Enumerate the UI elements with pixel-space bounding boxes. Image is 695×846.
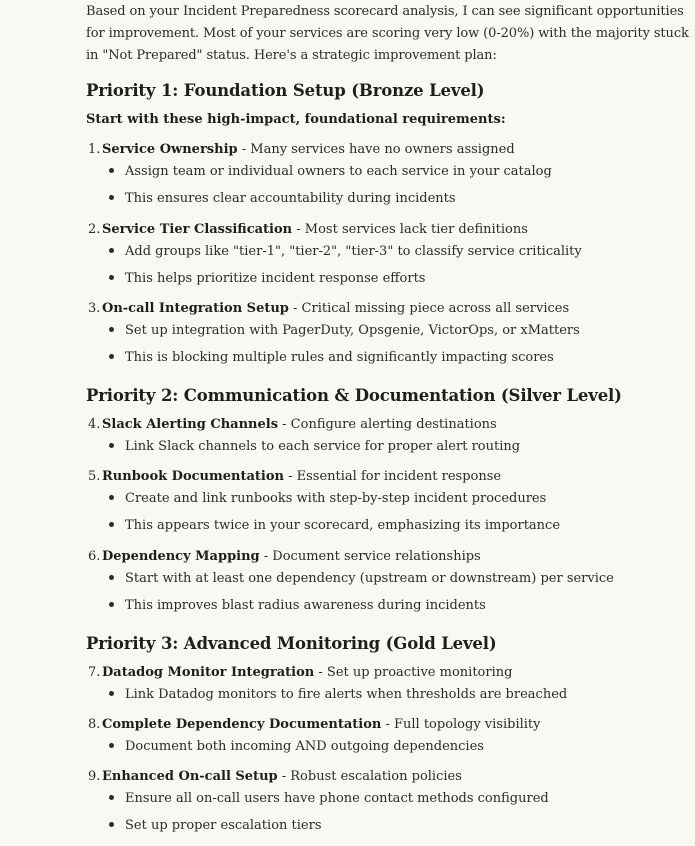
bullet-icon [109, 443, 114, 448]
item-title: Datadog Monitor Integration [102, 665, 315, 680]
item-description: - Full topology visibility [381, 717, 541, 732]
bullet-item [109, 322, 580, 340]
bullet-item [109, 243, 582, 261]
bullet-icon [109, 822, 114, 827]
item-number: 3. [88, 301, 101, 316]
bullet-icon [109, 354, 114, 359]
bullet-text: This improves blast radius awareness during incidents [125, 598, 486, 613]
list-item [88, 141, 515, 159]
list-item [88, 768, 462, 786]
bullet-text: This appears twice in your scorecard, emphasizing its importance [125, 518, 561, 533]
list-item [88, 416, 497, 434]
item-description: - Set up proactive monitoring [314, 665, 513, 680]
bullet-icon [109, 168, 114, 173]
item-description: - Configure alerting destinations [278, 417, 497, 432]
item-description: - Document service relationships [259, 549, 481, 564]
bullet-item [109, 570, 614, 588]
item-description: - Critical missing piece across all services [288, 301, 570, 316]
item-title: Service Ownership [102, 142, 238, 157]
bullet-icon [109, 327, 114, 332]
bullet-item [109, 190, 456, 208]
intro-line: Based on your Incident Preparedness scorecard analysis, I can see significant opportunities [86, 4, 684, 19]
intro-line: for improvement. Most of your services are scoring very low (0-20%) with the majority stuck [86, 26, 689, 41]
bullet-item [109, 817, 322, 835]
bullet-icon [109, 248, 114, 253]
bullet-icon [109, 195, 114, 200]
item-title: Dependency Mapping [102, 549, 260, 564]
item-title: Complete Dependency Documentation [102, 717, 382, 732]
item-title: Service Tier Classification [102, 222, 293, 237]
list-item [88, 716, 541, 734]
bullet-item [109, 349, 554, 367]
item-description: - Many services have no owners assigned [237, 142, 515, 157]
item-description: - Most services lack tier definitions [292, 222, 528, 237]
item-description: - Essential for incident response [283, 469, 502, 484]
bullet-text: This is blocking multiple rules and significantly impacting scores [125, 350, 554, 365]
bullet-text: Link Slack channels to each service for proper alert routing [125, 439, 521, 454]
bullet-item [109, 738, 484, 756]
bullet-text: Start with at least one dependency (upstream or downstream) per service [125, 571, 614, 586]
item-number: 1. [88, 142, 101, 157]
bullet-item [109, 490, 546, 508]
bullet-icon [109, 691, 114, 696]
item-number: 5. [88, 469, 101, 484]
bullet-icon [109, 275, 114, 280]
bullet-text: Assign team or individual owners to each service in your catalog [125, 164, 552, 179]
bullet-icon [109, 743, 114, 748]
bullet-item [109, 270, 425, 288]
section-heading: Priority 2: Communication & Documentation (Silver Level) [86, 386, 622, 405]
bullet-item [109, 790, 549, 808]
bullet-text: This helps prioritize incident response efforts [125, 271, 426, 286]
item-number: 7. [88, 665, 101, 680]
list-item [88, 300, 569, 318]
item-description: - Robust escalation policies [277, 769, 462, 784]
bullet-text: This ensures clear accountability during incidents [125, 191, 456, 206]
bullet-item [109, 163, 552, 181]
bullet-text: Set up proper escalation tiers [125, 818, 322, 833]
section-heading: Priority 3: Advanced Monitoring (Gold Level) [86, 634, 497, 653]
list-item [88, 664, 512, 682]
item-title: Slack Alerting Channels [102, 417, 279, 432]
bullet-item [109, 597, 486, 615]
bullet-text: Add groups like "tier-1", "tier-2", "tier-3" to classify service criticality [125, 244, 582, 259]
bullet-icon [109, 602, 114, 607]
intro-line: in "Not Prepared" status. Here's a strategic improvement plan: [86, 48, 497, 63]
bullet-text: Ensure all on-call users have phone contact methods configured [125, 791, 549, 806]
bullet-item [109, 438, 520, 456]
section-heading: Priority 1: Foundation Setup (Bronze Level) [86, 81, 485, 100]
item-number: 8. [88, 717, 101, 732]
list-item [88, 468, 501, 486]
bullet-text: Set up integration with PagerDuty, Opsgenie, VictorOps, or xMatters [125, 323, 580, 338]
bullet-icon [109, 795, 114, 800]
bullet-icon [109, 575, 114, 580]
bullet-icon [109, 522, 114, 527]
section-lead: Start with these high-impact, foundational requirements: [86, 112, 506, 127]
item-number: 6. [88, 549, 101, 564]
bullet-text: Link Datadog monitors to fire alerts when thresholds are breached [125, 687, 568, 702]
item-number: 9. [88, 769, 101, 784]
item-title: Enhanced On-call Setup [102, 769, 278, 784]
bullet-text: Create and link runbooks with step-by-step incident procedures [125, 491, 547, 506]
bullet-text: Document both incoming AND outgoing dependencies [125, 739, 484, 754]
list-item [88, 548, 481, 566]
item-title: Runbook Documentation [102, 469, 284, 484]
bullet-item [109, 686, 567, 704]
item-title: On-call Integration Setup [102, 301, 289, 316]
bullet-item [109, 517, 560, 535]
item-number: 4. [88, 417, 101, 432]
bullet-icon [109, 495, 114, 500]
list-item [88, 221, 528, 239]
item-number: 2. [88, 222, 101, 237]
